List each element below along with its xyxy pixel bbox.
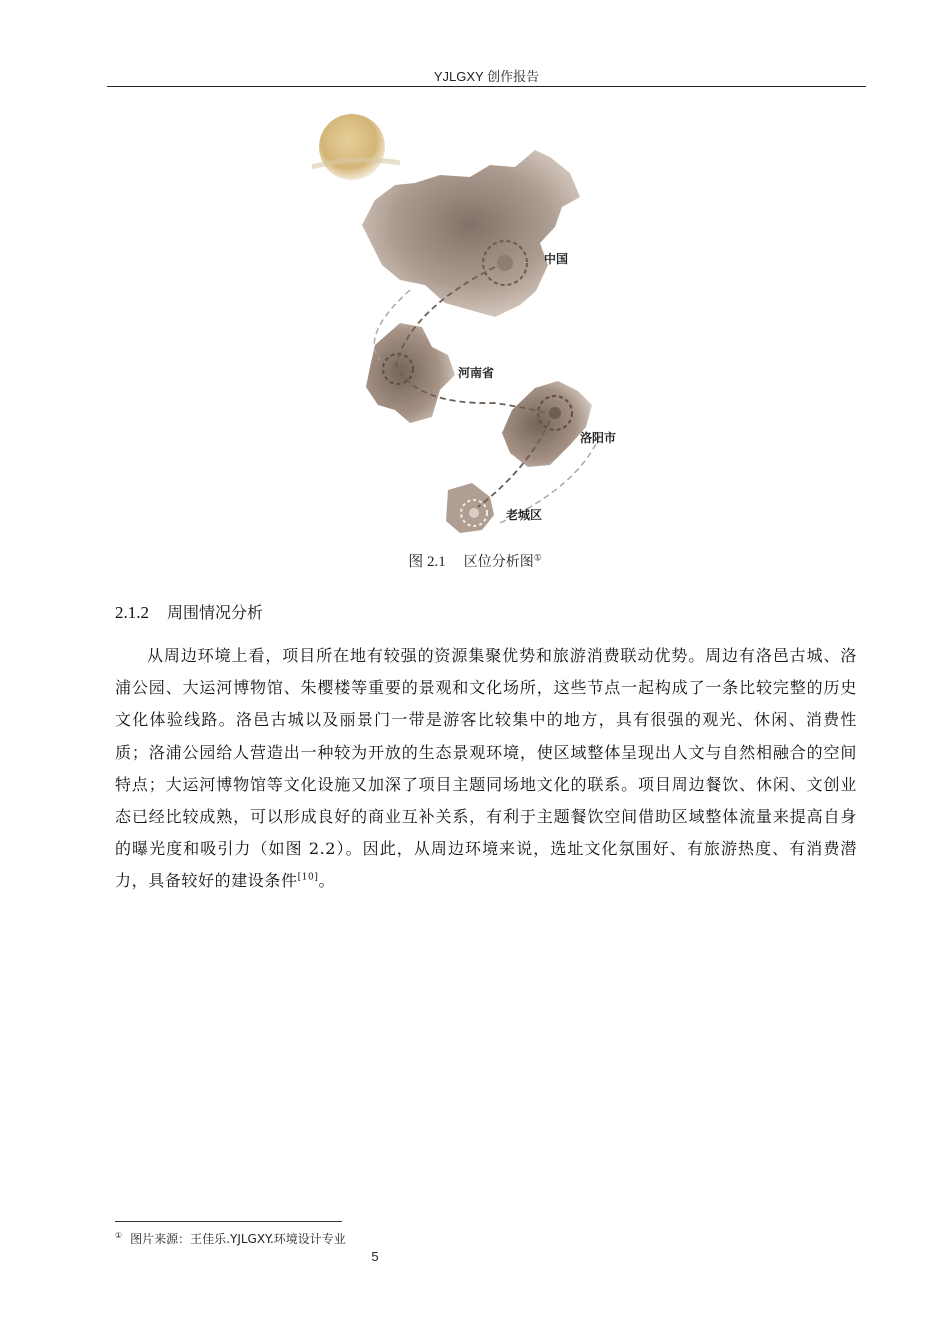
citation-mark: [10] bbox=[297, 873, 319, 884]
caption-text: 区位分析图 bbox=[463, 554, 534, 570]
luoyang-map-shape bbox=[502, 381, 592, 467]
footnote-mark: ① bbox=[115, 1231, 123, 1240]
china-map-shape bbox=[362, 150, 580, 317]
footnote-rule bbox=[115, 1221, 342, 1222]
label-china: 中国 bbox=[544, 252, 569, 266]
henan-map-shape bbox=[366, 323, 455, 423]
section-number: 2.1.2 bbox=[115, 603, 149, 622]
footnote bbox=[115, 1230, 346, 1247]
location-map-figure bbox=[300, 105, 650, 545]
section-heading bbox=[115, 600, 263, 623]
section-title-text: 周围情况分析 bbox=[167, 603, 264, 622]
caption-number: 图 2.1 bbox=[408, 554, 446, 570]
label-old-city: 老城区 bbox=[506, 508, 543, 522]
label-henan: 河南省 bbox=[458, 366, 495, 380]
paragraph-text: 从周边环境上看，项目所在地有较强的资源集聚优势和旅游消费联动优势。周边有洛邑古城、洛浦公园、大运河博物馆、朱樱楼等重要的景观和文化场所，这些节点一起构成了一条比较完整的历史文化体验线路。洛邑古城以及丽景门一带是游客比较集中的地方，具有很强的观光、休闲、消费性质；洛浦公园给人营造出一种较为开放的生态景观环境，使区域整体呈现出人文与自然相融合的空间特点；大运河博物馆等文化设施又加深了项目主题同场地文化的联系。项目周边餐饮、休闲、文创业态已经比较成熟，可以形成良好的商业互补关系，有利于主题餐饮空间借助区域整体流量来提高自身的曝光度和吸引力（如图 2.2）。因此，从周边环境来说，选址文化氛围好、有旅游热度、有消费潜力，具备较好的建设条件 bbox=[115, 646, 857, 891]
label-luoyang: 洛阳市 bbox=[580, 431, 617, 445]
page-number: 5 bbox=[371, 1249, 379, 1264]
old-city-target-dot bbox=[469, 508, 479, 518]
paragraph-ending: 。 bbox=[318, 871, 336, 891]
caption-footnote-mark: ① bbox=[533, 553, 542, 564]
location-map bbox=[300, 105, 650, 545]
luoyang-target-dot bbox=[549, 407, 561, 419]
henan-target-dot bbox=[392, 363, 404, 375]
header-rule bbox=[107, 86, 866, 87]
footnote-text: 图片来源：王佳乐.YJLGXY.环境设计专业 bbox=[130, 1232, 346, 1246]
page-header: YJLGXY 创作报告 bbox=[433, 69, 540, 84]
china-target-dot bbox=[497, 255, 513, 271]
body-paragraph bbox=[115, 640, 857, 898]
sun-decoration bbox=[319, 114, 385, 180]
figure-caption bbox=[0, 550, 950, 571]
